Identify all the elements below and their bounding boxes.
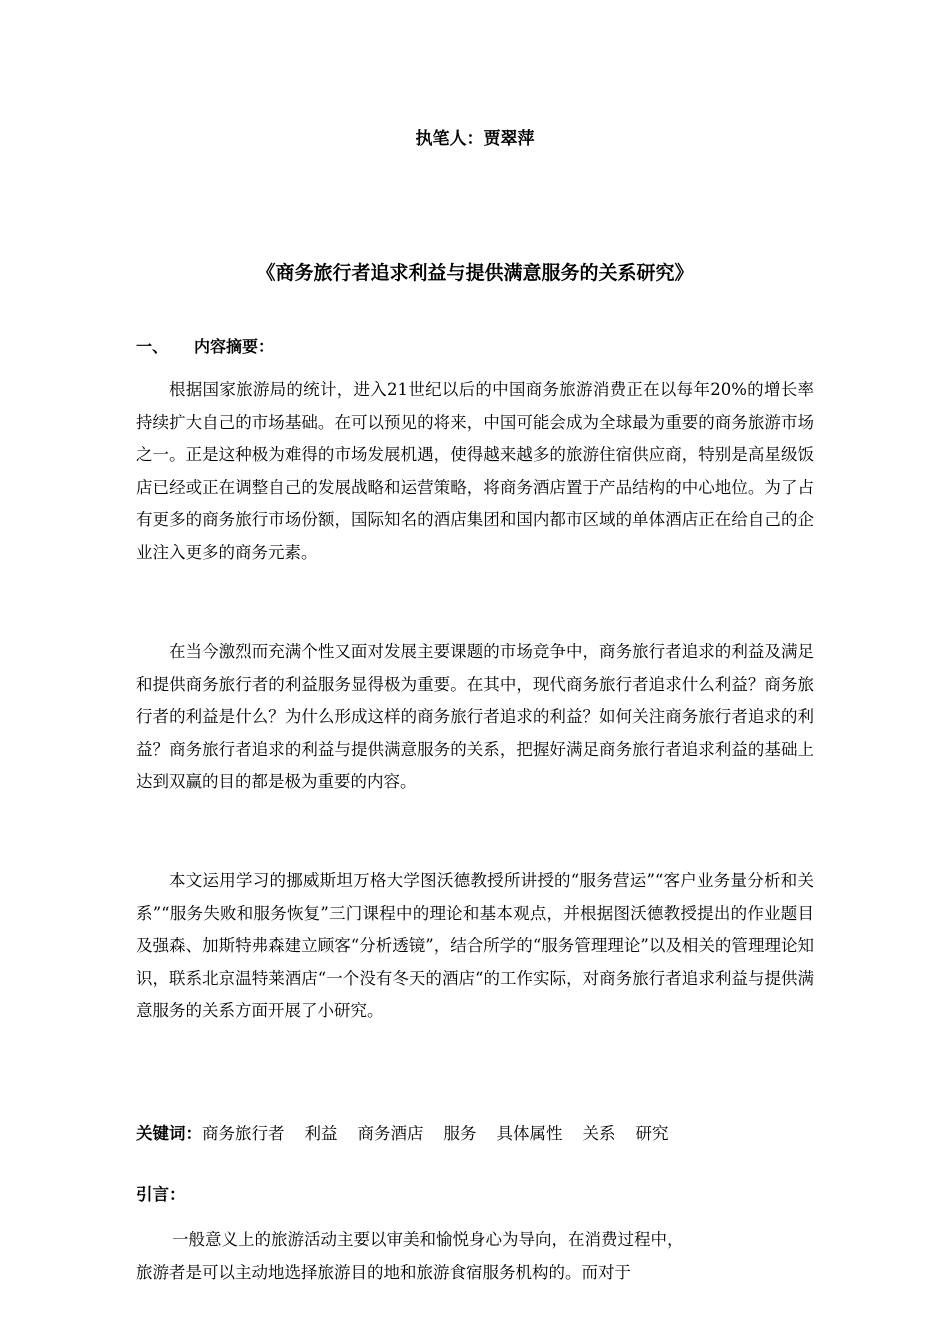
- keyword: 研究: [635, 1124, 669, 1143]
- section-title: 内容摘要：: [194, 337, 275, 356]
- keyword: 商务酒店: [357, 1124, 424, 1143]
- keyword: 关系: [582, 1124, 616, 1143]
- keywords-line: [136, 1120, 689, 1144]
- intro-paragraph: [136, 1223, 776, 1289]
- keywords-label: 关键词：: [136, 1124, 202, 1143]
- document-title: 《商务旅行者追求利益与提供满意服务的关系研究》: [256, 262, 694, 284]
- keyword: 服务: [443, 1124, 477, 1143]
- keyword: 利益: [304, 1124, 338, 1143]
- abstract-paragraph-3: [136, 865, 814, 1028]
- section-number: 一、: [136, 337, 169, 356]
- keyword: 商务旅行者: [202, 1124, 285, 1143]
- abstract-paragraph-1: [136, 374, 814, 570]
- section-heading-abstract: [136, 334, 274, 357]
- paragraph-text: 本文运用学习的挪威斯坦万格大学图沃德教授所讲授的“服务营运”“客户业务量分析和关系”“服务失败和服务恢复”三门课程中的理论和基本观点，并根据图沃德教授提出的作业题目及强森、加斯特弗森建立顾客“分析透镜”，结合所学的“服务管理理论”以及相关的管理理论知识，联系北京温特莱酒店“一个没有冬天的酒店“的工作实际，对商务旅行者追求利益与提供满意服务的关系方面开展了小研究。: [136, 871, 814, 1021]
- paragraph-text: 在当今激烈而充满个性又面对发展主要课题的市场竞争中，商务旅行者追求的利益及满足和提供商务旅行者的利益服务显得极为重要。在其中，现代商务旅行者追求什么利益？商务旅行者的利益是什么？为什么形成这样的商务旅行者追求的利益？如何关注商务旅行者追求的利益？商务旅行者追求的利益与提供满意服务的关系，把握好满足商务旅行者追求利益的基础上达到双赢的目的都是极为重要的内容。: [136, 642, 814, 792]
- paragraph-text: 根据国家旅游局的统计，进入21世纪以后的中国商务旅游消费正在以每年20%的增长率持续扩大自己的市场基础。在可以预见的将来，中国可能会成为全球最为重要的商务旅游市场之一。正是这种极为难得的市场发展机遇，使得越来越多的旅游住宿供应商，特别是高星级饭店已经或正在调整自己的发展战略和运营策略，将商务酒店置于产品结构的中心地位。为了占有更多的商务旅行市场份额，国际知名的酒店集团和国内都市区域的单体酒店正在给自己的企业注入更多的商务元素。: [136, 380, 814, 562]
- abstract-paragraph-2: [136, 636, 814, 799]
- intro-heading: 引言：: [136, 1185, 186, 1204]
- author-line: 执笔人：贾翠萍: [415, 129, 535, 149]
- intro-line-1: 一般意义上的旅游活动主要以审美和愉悦身心为导向，在消费过程中，: [172, 1230, 684, 1249]
- keyword: 具体属性: [496, 1124, 563, 1143]
- intro-line-2: 旅游者是可以主动地选择旅游目的地和旅游食宿服务机构的。而对于: [136, 1263, 631, 1282]
